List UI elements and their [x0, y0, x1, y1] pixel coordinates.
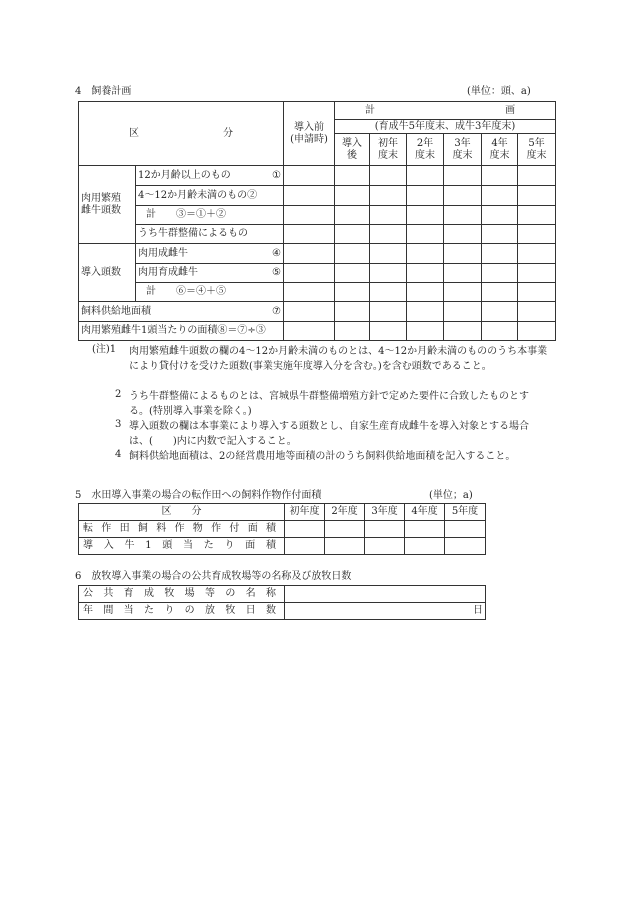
cell[interactable]: [285, 603, 486, 620]
cell[interactable]: [285, 586, 486, 603]
cell[interactable]: [325, 521, 365, 538]
note-2: うち牛群整備によるものとは、宮城県牛群整備増殖方針で定めた要件に合致したものとする。(特別導入事業を除く。): [129, 391, 529, 417]
days-unit: 日: [473, 605, 483, 617]
row-label: うち牛群整備によるもの: [136, 225, 284, 244]
cell[interactable]: [284, 322, 335, 341]
section4-unit: (単位：頭、a): [467, 86, 531, 97]
cell[interactable]: [445, 538, 486, 555]
cell[interactable]: [285, 521, 325, 538]
cell[interactable]: [407, 244, 444, 264]
cell[interactable]: [518, 206, 556, 225]
cell[interactable]: [370, 244, 407, 264]
row-label: 12か月齢以上のもの ①: [136, 166, 284, 186]
cell[interactable]: [482, 244, 518, 264]
pasture-table: [78, 585, 486, 620]
year-col-header: 3年 度末: [444, 134, 482, 166]
cell[interactable]: [407, 186, 444, 206]
group-breeding-cows: 肉用繁殖 雌牛頭数: [79, 166, 136, 244]
header-kubun: 区 分: [79, 504, 285, 521]
cell[interactable]: [482, 302, 518, 322]
row-label: 肉用育成雌牛 ⑤: [136, 264, 284, 283]
row-label: 年間当たりの放牧日数: [79, 603, 285, 620]
cell[interactable]: [284, 244, 335, 264]
note-3-prefix: 3: [115, 419, 122, 430]
row-label: 計 ⑥＝④＋⑤: [136, 283, 284, 302]
cell[interactable]: [370, 206, 407, 225]
cell[interactable]: [518, 225, 556, 244]
note-4-prefix: 4: [115, 449, 122, 460]
cell[interactable]: [370, 283, 407, 302]
cell[interactable]: [482, 322, 518, 341]
cell[interactable]: [407, 322, 444, 341]
row-label: 転作田飼料作物作付面積: [79, 521, 285, 538]
year-header: 5年度: [445, 504, 486, 521]
cell[interactable]: [335, 225, 370, 244]
header-kubun: 区 分: [79, 102, 284, 166]
year-col-header: 5年 度末: [518, 134, 556, 166]
cell[interactable]: [284, 206, 335, 225]
note-3: 導入頭数の欄は本事業により導入する頭数とし、自家生産育成雌牛を導入対象とする場合は、( )内に内数で記入すること。: [129, 421, 529, 447]
cell[interactable]: [444, 264, 482, 283]
cell[interactable]: [370, 264, 407, 283]
cell[interactable]: [407, 302, 444, 322]
cell[interactable]: [444, 225, 482, 244]
cell[interactable]: [482, 186, 518, 206]
row-label: 公共育成牧場等の名称: [79, 586, 285, 603]
cell[interactable]: [482, 206, 518, 225]
row-label: 肉用成雌牛 ④: [136, 244, 284, 264]
cell[interactable]: [335, 206, 370, 225]
cell[interactable]: [407, 225, 444, 244]
section6-title: 6 放牧導入事業の場合の公共育成牧場等の名称及び放牧日数: [75, 571, 352, 582]
year-col-header: 4年 度末: [482, 134, 518, 166]
cell[interactable]: [335, 322, 370, 341]
cell[interactable]: [407, 206, 444, 225]
cell[interactable]: [444, 166, 482, 186]
cell[interactable]: [335, 302, 370, 322]
note-4: 飼料供給地面積は、2の経営農用地等面積の計のうち飼料供給地面積を記入すること。: [129, 451, 516, 462]
cell[interactable]: [444, 322, 482, 341]
cell[interactable]: [482, 166, 518, 186]
cell[interactable]: [335, 186, 370, 206]
cell[interactable]: [444, 283, 482, 302]
header-before: 導入前 (申請時): [284, 102, 335, 166]
cell[interactable]: [370, 225, 407, 244]
year-header: 初年度: [285, 504, 325, 521]
cell[interactable]: [284, 225, 335, 244]
cell[interactable]: [518, 283, 556, 302]
row-label: 肉用繁殖雌牛1頭当たりの面積⑧＝⑦÷③: [79, 322, 284, 341]
note-1: 肉用繁殖雌牛頭数の欄の4～12か月齢未満のものとは、4～12か月齢未満のもののうち本事業により貸付けを受けた頭数(事業実施年度導入分を含む。)を含む頭数であること。: [129, 346, 548, 372]
cell[interactable]: [407, 166, 444, 186]
cell[interactable]: [365, 521, 405, 538]
year-col-header: 2年 度末: [407, 134, 444, 166]
cell[interactable]: [407, 264, 444, 283]
cell[interactable]: [284, 302, 335, 322]
cell[interactable]: [445, 521, 486, 538]
section4-title: 4 飼養計画: [75, 86, 132, 97]
cell[interactable]: [365, 538, 405, 555]
year-col-header: 初年 度末: [370, 134, 407, 166]
cell[interactable]: [482, 225, 518, 244]
year-col-header: 導入 後: [335, 134, 370, 166]
cell[interactable]: [335, 244, 370, 264]
header-plan: 計 画: [335, 102, 556, 120]
cell[interactable]: [370, 186, 407, 206]
cell[interactable]: [518, 322, 556, 341]
group-introduced: 導入頭数: [79, 244, 136, 302]
year-header: 4年度: [405, 504, 445, 521]
cell[interactable]: [518, 302, 556, 322]
cell[interactable]: [405, 521, 445, 538]
row-label: 計 ③＝①＋②: [136, 206, 284, 225]
section5-title: 5 水田導入事業の場合の転作田への飼料作物作付面積: [75, 490, 322, 501]
cell[interactable]: [444, 302, 482, 322]
cell[interactable]: [518, 244, 556, 264]
feeding-plan-table: [78, 101, 556, 341]
row-label: 導入牛1頭当たり面積: [79, 538, 285, 555]
cell[interactable]: [444, 186, 482, 206]
cell[interactable]: [407, 283, 444, 302]
paddy-feed-table: [78, 503, 486, 555]
cell[interactable]: [444, 206, 482, 225]
year-header: 2年度: [325, 504, 365, 521]
note-2-prefix: 2: [115, 389, 122, 400]
cell[interactable]: [335, 264, 370, 283]
cell[interactable]: [518, 264, 556, 283]
cell[interactable]: [370, 322, 407, 341]
cell[interactable]: [284, 283, 335, 302]
row-label: 飼料供給地面積 ⑦: [79, 302, 284, 322]
header-plan-sub: (育成牛5年度末、成牛3年度末): [335, 120, 556, 134]
cell[interactable]: [284, 186, 335, 206]
cell[interactable]: [370, 166, 407, 186]
cell[interactable]: [284, 264, 335, 283]
cell[interactable]: [335, 166, 370, 186]
cell[interactable]: [518, 166, 556, 186]
year-header: 3年度: [365, 504, 405, 521]
cell[interactable]: [285, 538, 325, 555]
row-label: 4～12か月齢未満のもの②: [136, 186, 284, 206]
note-1-prefix: (注)1: [92, 344, 117, 355]
section5-unit: (単位；a): [429, 490, 473, 501]
cell[interactable]: [370, 302, 407, 322]
cell[interactable]: [284, 166, 335, 186]
cell[interactable]: [325, 538, 365, 555]
cell[interactable]: [444, 244, 482, 264]
cell[interactable]: [335, 283, 370, 302]
cell[interactable]: [405, 538, 445, 555]
cell[interactable]: [482, 283, 518, 302]
cell[interactable]: [482, 264, 518, 283]
cell[interactable]: [518, 186, 556, 206]
